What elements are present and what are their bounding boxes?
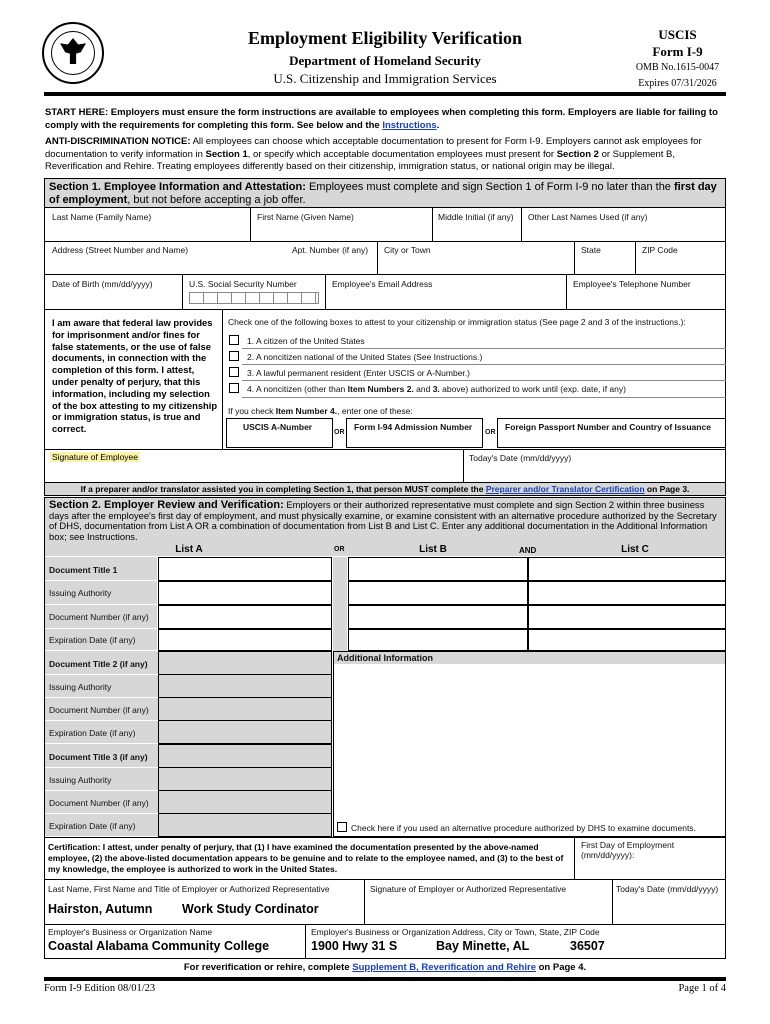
page-number: Page 1 of 4	[678, 983, 726, 994]
certification-text: Certification: I attest, under penalty of perjury, that (1) I have examined the documentation presented by the above-named employee, (2) the above-listed documentation appears to be genuine and to relate to the employee named, and (3) to the best of my knowledge, the employee is authorized to work in the United States.	[48, 842, 564, 874]
org-name-label: Employer's Business or Organization Name	[48, 927, 213, 937]
rep-date-label: Today's Date (mm/dd/yyyy)	[616, 884, 719, 894]
alt-procedure-label: Check here if you used an alternative procedure authorized by DHS to examine documents.	[351, 823, 696, 833]
signature-of-employee[interactable]: Signature of Employee	[52, 452, 138, 462]
or-label-1: OR	[334, 429, 345, 436]
list-a-expiration[interactable]	[158, 629, 332, 651]
preparer-notice: If a preparer and/or translator assisted you in completing Section 1, that person MUST complete the Preparer and/or Translator Certification on Page 3.	[45, 483, 725, 495]
and-label: AND	[519, 546, 537, 555]
list-b-issuing-authority[interactable]	[348, 581, 528, 605]
org-street-value[interactable]: 1900 Hwy 31 S	[311, 939, 398, 953]
list-c-expiration[interactable]	[528, 629, 726, 651]
issuing-authority-3-label: Issuing Authority	[49, 775, 112, 785]
rep-name-value[interactable]: Hairston, Autumn	[48, 902, 153, 916]
first-day-label: First Day of Employment (mm/dd/yyyy):	[581, 840, 675, 860]
status-instructions: Check one of the following boxes to attest to your citizenship or immigration status (See page 2 and 3 of the instructions.):	[228, 317, 686, 327]
noncitizen-national-label: 2. A noncitizen national of the United States (See Instructions.)	[247, 352, 483, 362]
i94-label: Form I-94 Admission Number	[354, 422, 473, 432]
supplement-b-link[interactable]: Supplement B, Reverification and Rehire	[352, 962, 536, 973]
list-a-doc-title-3[interactable]	[158, 744, 332, 768]
list-a-issuing-authority[interactable]	[158, 581, 332, 605]
lpr-checkbox[interactable]	[229, 367, 239, 377]
anti-discrimination: ANTI-DISCRIMINATION NOTICE: All employees can choose which acceptable documentation to present for Form I-9. Employers cannot ask employees for documentation to verify information in Section 1, or specify which acceptable documentation employees must present for Section 2 or Supplement B, Reverification and Rehire. Treating employees differently based on their citizenship, immigration status, or national origin may be illegal.	[45, 136, 702, 172]
list-a-document-number-2[interactable]	[158, 698, 332, 721]
list-a-header: List A	[175, 544, 203, 555]
org-name-value[interactable]: Coastal Alabama Community College	[48, 939, 270, 953]
rep-title-value[interactable]: Work Study Cordinator	[182, 902, 319, 916]
other-names-label: Other Last Names Used (if any)	[528, 212, 648, 222]
alt-procedure-checkbox[interactable]	[337, 822, 347, 832]
issuing-authority-2-label: Issuing Authority	[49, 682, 112, 692]
org-city-value[interactable]: Bay Minette, AL	[436, 939, 530, 953]
citizen-label: 1. A citizen of the United States	[247, 336, 365, 346]
list-a-expiration-3[interactable]	[158, 814, 332, 837]
document-number-2-label: Document Number (if any)	[49, 705, 149, 715]
list-a-issuing-authority-3[interactable]	[158, 768, 332, 791]
section-2-header: Section 2. Employer Review and Verification: Employers or their authorized representative must complete and sign Section 2 within three business days after the employee's first day of employment, and must physically examine, or examine consistent with an alternative procedure authorized by the Secretary of DHS, documentation from List A OR a combination of documentation from List B and List C. Enter any additional documentation in the Additional Information box; see Instructions.	[45, 498, 725, 544]
form-title: Employment Eligibility Verification	[247, 28, 522, 48]
additional-info-box[interactable]	[333, 651, 726, 837]
form-number: Form I-9	[652, 44, 703, 59]
list-a-document-number-3[interactable]	[158, 791, 332, 814]
start-here: START HERE: Employers must ensure the form instructions are available to employees when completing this form. Employers are liable for failing to comply with the requirements for completing this form. See below and the Instructions.	[45, 107, 718, 131]
issuing-authority-1-label: Issuing Authority	[49, 588, 112, 598]
attestation-statement: I am aware that federal law provides for imprisonment and/or fines for false statements, or the use of false documents, in connection with the completion of this form. I attest, under penalty of perjury, that this information, including my selection of the box attesting to my citizenship or immigration status, is true and correct.	[52, 317, 218, 435]
doc-title-2-label: Document Title 2 (if any)	[49, 659, 148, 669]
agency: U.S. Citizenship and Immigration Services	[273, 71, 497, 86]
noncitizen-authorized-label: 4. A noncitizen (other than Item Numbers 2. and 3. above) authorized to work until (exp. date, if any)	[247, 384, 626, 394]
list-b-doc-title[interactable]	[348, 557, 528, 581]
document-number-1-label: Document Number (if any)	[49, 612, 149, 622]
list-c-document-number[interactable]	[528, 605, 726, 629]
expiration-date-3-label: Expiration Date (if any)	[49, 821, 136, 831]
section-1-header: Section 1. Employee Information and Attestation: Employees must complete and sign Section 1 of Form I-9 no later than the first day of employment, but not before accepting a job offer.	[45, 179, 725, 207]
edition: Form I-9 Edition 08/01/23	[44, 983, 156, 994]
last-name-label: Last Name (Family Name)	[52, 212, 152, 222]
address-label: Address (Street Number and Name)	[52, 245, 189, 255]
rep-signature-label: Signature of Employer or Authorized Representative	[370, 884, 567, 894]
phone-label: Employee's Telephone Number	[573, 279, 691, 289]
expiration: Expires 07/31/2026	[638, 78, 717, 89]
noncitizen-national-checkbox[interactable]	[229, 351, 239, 361]
list-c-doc-title[interactable]	[528, 557, 726, 581]
department: Department of Homeland Security	[289, 53, 481, 68]
header-rule	[44, 92, 726, 96]
dob-label: Date of Birth (mm/dd/yyyy)	[52, 279, 153, 289]
omb-number: OMB No.1615-0047	[635, 62, 720, 73]
zip-label: ZIP Code	[642, 245, 678, 255]
list-a-doc-title-2[interactable]	[158, 651, 332, 675]
or-label-lists: OR	[334, 546, 345, 553]
list-b-expiration[interactable]	[348, 629, 528, 651]
document-number-3-label: Document Number (if any)	[49, 798, 149, 808]
ssn-input[interactable]	[189, 292, 319, 304]
instructions-link[interactable]: Instructions	[382, 119, 437, 131]
list-b-document-number[interactable]	[348, 605, 528, 629]
passport-label: Foreign Passport Number and Country of Issuance	[505, 422, 711, 432]
doc-title-3-label: Document Title 3 (if any)	[49, 752, 148, 762]
state-label: State	[581, 245, 601, 255]
reverification-notice: For reverification or rehire, complete Supplement B, Reverification and Rehire on Page 4.	[183, 962, 587, 973]
first-name-label: First Name (Given Name)	[257, 212, 354, 222]
or-label-2: OR	[485, 429, 496, 436]
expiration-date-1-label: Expiration Date (if any)	[49, 635, 136, 645]
additional-info-label: Additional Information	[337, 653, 433, 663]
org-address-label: Employer's Business or Organization Address, City or Town, State, ZIP Code	[311, 927, 600, 937]
uscis-label: USCIS	[658, 27, 697, 42]
citizen-checkbox[interactable]	[229, 335, 239, 345]
uscis-anumber-label: USCIS A-Number	[243, 422, 313, 432]
preparer-link[interactable]: Preparer and/or Translator Certification	[485, 484, 645, 494]
apt-label: Apt. Number (if any)	[292, 245, 369, 255]
list-b-header: List B	[419, 544, 447, 555]
list-a-issuing-authority-2[interactable]	[158, 675, 332, 698]
list-c-header: List C	[621, 544, 649, 555]
lpr-label: 3. A lawful permanent resident (Enter USCIS or A-Number.)	[247, 368, 470, 378]
employee-date-label: Today's Date (mm/dd/yyyy)	[469, 453, 572, 463]
list-a-document-number[interactable]	[158, 605, 332, 629]
item4-instructions: If you check Item Number 4., enter one of these:	[228, 406, 413, 416]
noncitizen-authorized-checkbox[interactable]	[229, 383, 239, 393]
rep-name-label: Last Name, First Name and Title of Employer or Authorized Representative	[48, 884, 330, 894]
ssn-label: U.S. Social Security Number	[189, 279, 297, 289]
list-a-doc-title[interactable]	[158, 557, 332, 581]
doc-title-1-label: Document Title 1	[49, 565, 118, 575]
footer-rule	[44, 977, 726, 981]
org-zip-value[interactable]: 36507	[570, 939, 605, 953]
expiration-date-2-label: Expiration Date (if any)	[49, 728, 136, 738]
middle-initial-label: Middle Initial (if any)	[438, 212, 514, 222]
email-label: Employee's Email Address	[332, 279, 433, 289]
list-a-expiration-2[interactable]	[158, 721, 332, 744]
list-c-issuing-authority[interactable]	[528, 581, 726, 605]
city-label: City or Town	[384, 245, 431, 255]
